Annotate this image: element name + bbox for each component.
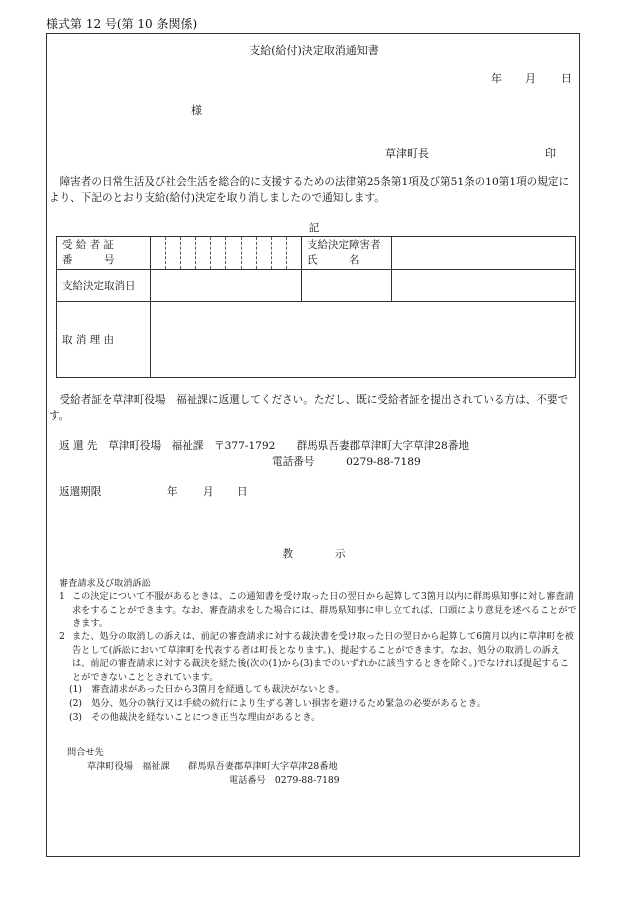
- appeal-heading: 審査請求及び取消訴訟: [59, 578, 151, 589]
- return-limit-month: 月: [203, 486, 214, 498]
- return-address: 返 還 先 草津町役場 福祉課 〒377-1792 群馬県吾妻郡草津町大字草津28番地: [59, 440, 469, 452]
- appeal-item-1: [59, 590, 577, 631]
- appeal-item-2: [59, 630, 577, 684]
- date-year: 年: [491, 72, 502, 85]
- return-tel: 電話番号 0279-88-7189: [272, 456, 421, 468]
- contact-line: 草津町役場 福祉課 群馬県吾妻郡草津町大字草津28番地: [87, 761, 338, 772]
- cancel-date-blank: [302, 270, 392, 302]
- return-limit-day: 日: [237, 486, 248, 498]
- recipient-no-label-line2: 番 号: [62, 254, 115, 266]
- appeal-item-2-text: また、処分の取消しの訴えは、前記の審査請求に対する裁決書を受け取った日の翌日から起算して6箇月以内に草津町を被告として(訴訟において草津町を代表する者は町長となります。)、提起することができます。なお、処分の取消しの訴えは、前記の審査請求に対する裁決を経た後(次の(1)から(3)までのいずれかに該当するときを除く。)でなければ提起することができないこととされています。: [72, 631, 574, 683]
- appeal-sub-2: (2) 処分、処分の執行又は手続の続行により生ずる著しい損害を避けるため緊急の必要があるとき。: [69, 698, 486, 709]
- return-notice: 受給者証を草津町役場 福祉課に返還してください。ただし、既に受給者証を提出されている方は、不要です。: [49, 394, 569, 422]
- appeal-sub-1: (1) 審査請求があった日から3箇月を経過しても裁決がないとき。: [69, 684, 345, 695]
- recipient-no-label-line1: 受 給 者 証: [62, 239, 115, 251]
- document-title: 支給(給付)決定取消通知書: [249, 44, 379, 57]
- recipient-no-label: [57, 237, 151, 270]
- reason-field[interactable]: [151, 302, 576, 378]
- form-number: 様式第 12 号(第 10 条関係): [46, 17, 198, 31]
- date-day: 日: [561, 72, 572, 85]
- appeal-sub-3: (3) その他裁決を経ないことにつき正当な理由があるとき。: [69, 712, 321, 723]
- person-name-label-line2: 氏 名: [307, 254, 360, 266]
- contact-heading: 問合せ先: [67, 747, 104, 758]
- reason-label: 取 消 理 由: [57, 302, 151, 378]
- recipient-no-field[interactable]: [151, 237, 302, 270]
- person-name-label: [302, 237, 392, 270]
- date-month: 月: [525, 72, 536, 85]
- cancel-date-blank2: [392, 270, 576, 302]
- sender-name: 草津町長: [385, 147, 429, 160]
- addressee-suffix: 様: [191, 104, 202, 117]
- notice-frame: [46, 33, 580, 857]
- record-table: [56, 236, 576, 378]
- cancel-date-label: 支給決定取消日: [57, 270, 151, 302]
- seal-mark: 印: [545, 147, 556, 160]
- cancel-date-field[interactable]: [151, 270, 302, 302]
- contact-tel: 電話番号 0279-88-7189: [229, 775, 340, 786]
- appeal-item-1-text: この決定について不服があるときは、この通知書を受け取った日の翌日から起算して3箇月以内に群馬県知事に対し審査請求をすることができます。なお、審査請求をした場合には、群馬県知事に申し立てれば、口頭により意見を述べることができます。: [72, 591, 577, 630]
- person-name-field[interactable]: [392, 237, 576, 270]
- return-limit-year: 年: [167, 486, 178, 498]
- appeal-item-2-number: 2: [59, 631, 65, 642]
- person-name-label-line1: 支給決定障害者: [307, 239, 381, 251]
- kyoji-heading: 教 示: [282, 548, 346, 560]
- intro-paragraph: 障害者の日常生活及び社会生活を総合的に支援するための法律第25条第1項及び第51条の10第1項の規定により、下記のとおり支給(給付)決定を取り消しましたので通知します。: [49, 176, 570, 204]
- appeal-item-1-number: 1: [59, 591, 65, 602]
- return-limit-label: 返還期限: [59, 486, 102, 498]
- ki-heading: 記: [308, 222, 320, 234]
